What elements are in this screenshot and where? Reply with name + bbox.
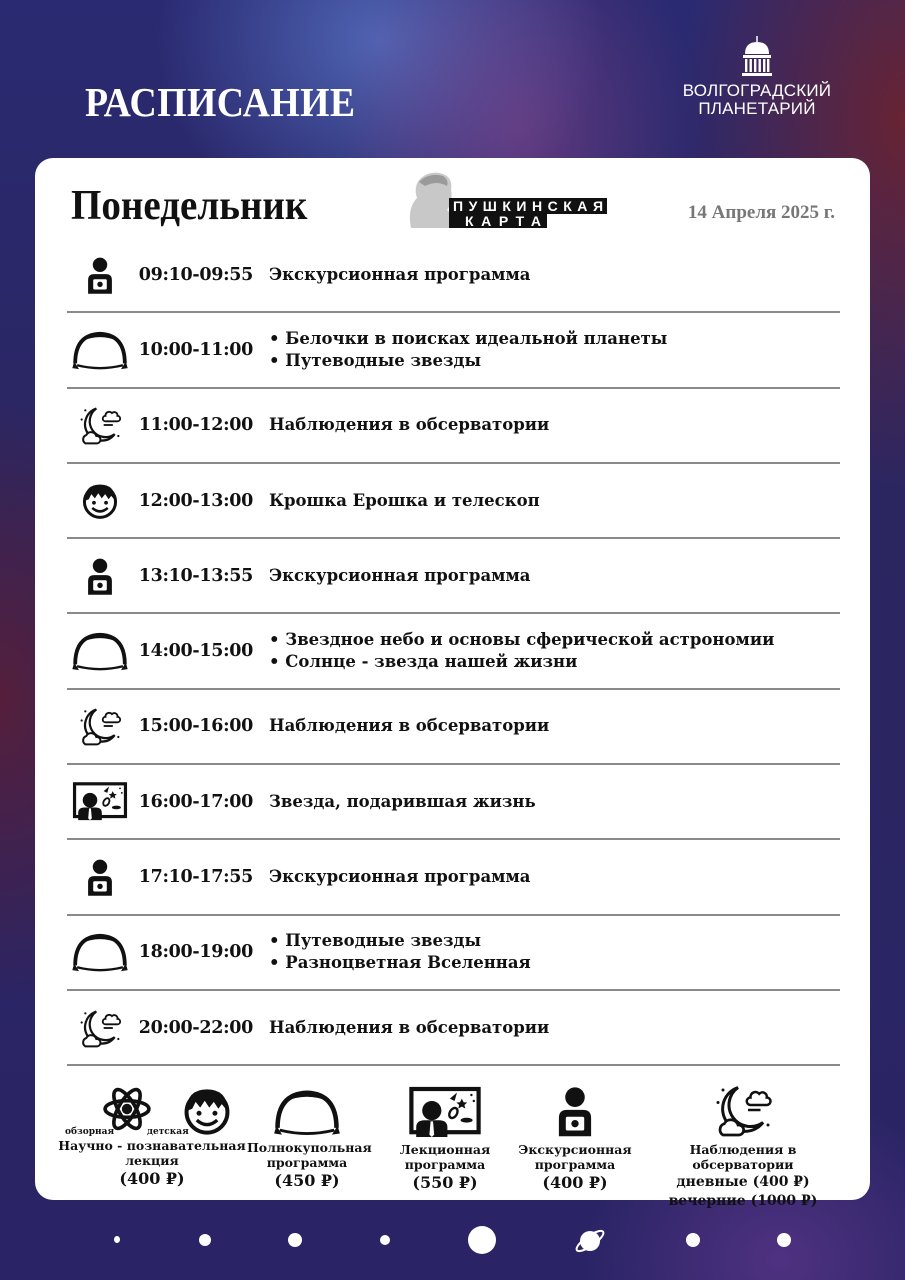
day-title: Понедельник <box>71 183 308 229</box>
program-title: Звезда, подарившая жизнь <box>269 791 536 811</box>
schedule-date: 14 Апреля 2025 г. <box>687 202 835 223</box>
fulldome-icon <box>71 931 129 973</box>
observation-icon <box>78 1006 122 1050</box>
schedule-list <box>67 238 840 1066</box>
legend-item-observation: Наблюдения в обсерватории дневные (400 ₽) вечерние (1000 ₽) <box>643 1080 843 1210</box>
schedule-time: 18:00-19:00 <box>138 942 253 963</box>
program-title: Наблюдения в обсерватории <box>269 716 550 736</box>
observation-icon <box>78 403 122 447</box>
schedule-row <box>67 765 840 840</box>
planetarium-building-icon <box>740 36 774 76</box>
excursion-icon <box>83 557 117 595</box>
observation-icon <box>78 704 122 748</box>
program-title: • Белочки в поисках идеальной планеты <box>269 328 668 348</box>
legend-price: (450 ₽) <box>274 1171 340 1190</box>
large-planet-dot <box>468 1226 496 1254</box>
excursion-icon <box>83 256 117 294</box>
schedule-row <box>67 539 840 614</box>
page-title: РАСПИСАНИЕ <box>85 79 356 125</box>
legend-item-science-lecture: обзорная детская Научно - познавательная лекция (400 ₽) <box>57 1080 247 1189</box>
program-title: • Путеводные звезды <box>269 350 482 370</box>
excursion-icon <box>83 858 117 896</box>
program-title: Экскурсионная программа <box>269 565 531 585</box>
svg-text:ПУШКИНСКАЯ: ПУШКИНСКАЯ <box>453 198 603 214</box>
schedule-row <box>67 389 840 464</box>
schedule-time: 09:10-09:55 <box>138 264 253 285</box>
program-title: • Разноцветная Вселенная <box>269 953 531 973</box>
legend-sub-label: обзорная <box>65 1127 115 1137</box>
kid-face-icon <box>182 1086 232 1136</box>
pushkin-card-badge <box>403 168 613 230</box>
schedule-row <box>67 991 840 1066</box>
legend-item-fulldome: Полнокупольная программа (450 ₽) <box>247 1080 367 1191</box>
logo-line-1: ВОЛГОГРАДСКИЙ <box>682 81 832 100</box>
kids-lecture-icon <box>81 482 119 520</box>
legend-price: (400 ₽) <box>119 1169 185 1188</box>
fulldome-icon <box>71 630 129 672</box>
schedule-time: 16:00-17:00 <box>138 791 253 812</box>
dot <box>777 1233 791 1247</box>
schedule-time: 12:00-13:00 <box>138 490 253 511</box>
lecture-icon <box>72 782 128 822</box>
schedule-time: 13:10-13:55 <box>138 565 253 586</box>
program-title: Экскурсионная программа <box>269 867 531 887</box>
planetarium-logo <box>672 36 842 118</box>
schedule-card <box>35 158 870 1209</box>
dot <box>114 1236 120 1243</box>
fulldome-icon <box>273 1086 341 1138</box>
price-legend <box>35 1080 870 1209</box>
program-title: Наблюдения в обсерватории <box>269 415 550 435</box>
legend-price: вечерние (1000 ₽) <box>668 1193 818 1209</box>
program-title: • Путеводные звезды <box>269 931 482 951</box>
legend-item-excursion: Экскурсионная программа (400 ₽) <box>515 1080 635 1193</box>
schedule-row <box>67 238 840 313</box>
dot <box>686 1233 700 1247</box>
svg-text:КАРТА: КАРТА <box>465 213 541 229</box>
schedule-time: 11:00-12:00 <box>138 415 253 436</box>
legend-price: (400 ₽) <box>542 1173 608 1192</box>
schedule-time: 10:00-11:00 <box>138 339 253 360</box>
program-title: Экскурсионная программа <box>269 264 531 284</box>
schedule-row <box>67 690 840 765</box>
schedule-time: 14:00-15:00 <box>138 641 253 662</box>
schedule-row <box>67 916 840 991</box>
schedule-row <box>67 464 840 539</box>
logo-line-2: ПЛАНЕТАРИЙ <box>698 99 816 118</box>
lecture-icon <box>409 1086 481 1140</box>
dot <box>288 1233 302 1247</box>
program-title: • Солнце - звезда нашей жизни <box>269 652 578 672</box>
schedule-row <box>67 840 840 915</box>
schedule-time: 15:00-16:00 <box>138 716 253 737</box>
observation-icon <box>713 1080 773 1140</box>
fulldome-icon <box>71 329 129 371</box>
planet-dots-decoration <box>0 1222 905 1262</box>
program-title: Наблюдения в обсерватории <box>269 1017 550 1037</box>
schedule-time: 20:00-22:00 <box>138 1017 253 1038</box>
schedule-row <box>67 614 840 689</box>
legend-sub-label: детская <box>147 1127 189 1137</box>
dot <box>199 1234 211 1246</box>
program-title: • Звездное небо и основы сферической астрономии <box>269 630 775 650</box>
legend-item-lecture: Лекционная программа (550 ₽) <box>395 1080 495 1193</box>
schedule-row <box>67 313 840 388</box>
excursion-icon <box>552 1082 598 1140</box>
program-title: Крошка Ерошка и телескоп <box>269 490 540 510</box>
dot <box>380 1235 390 1245</box>
saturn-icon <box>573 1226 607 1256</box>
legend-price: (550 ₽) <box>412 1173 478 1192</box>
schedule-time: 17:10-17:55 <box>138 867 253 888</box>
